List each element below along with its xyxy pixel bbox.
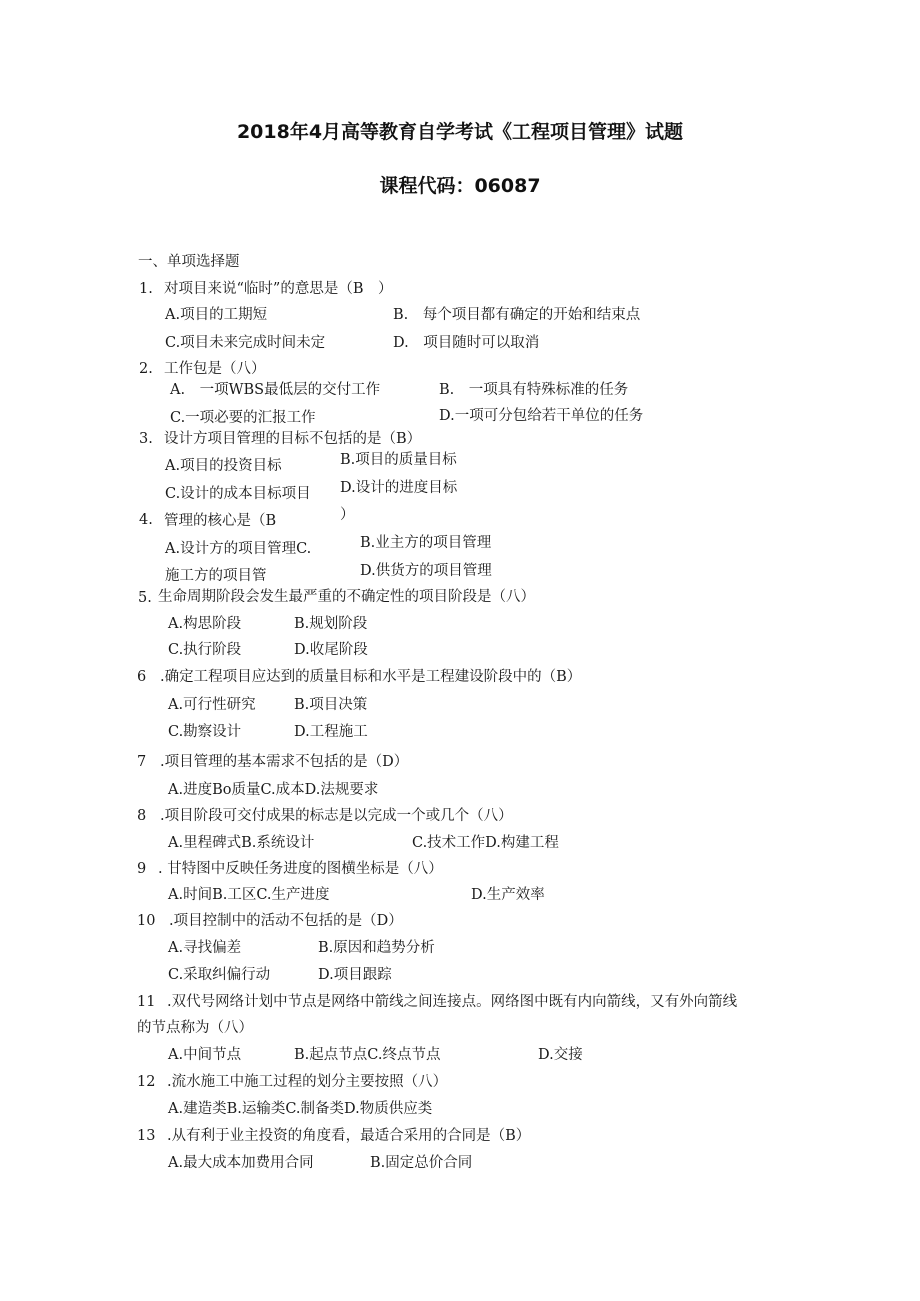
question-text: .项目阶段可交付成果的标志是以完成一个或几个（八） — [160, 808, 513, 824]
option: D.生产效率 — [471, 887, 545, 903]
section-heading: 一、单项选择题 — [138, 254, 240, 270]
option: A.可行性研究 — [168, 697, 256, 713]
option: D. 项目随时可以取消 — [393, 335, 540, 351]
question-text: .项目控制中的活动不包括的是（D） — [169, 913, 403, 929]
option: A.时间B.工区C.生产进度 — [168, 887, 330, 903]
option: D.工程施工 — [294, 724, 368, 740]
option: B.业主方的项目管理 — [360, 535, 492, 551]
option: D.收尾阶段 — [294, 642, 368, 658]
question-text: 设计方项目管理的目标不包括的是（B） — [164, 431, 422, 447]
question-text: .流水施工中施工过程的划分主要按照（八） — [167, 1074, 448, 1090]
option: D.一项可分包给若干单位的任务 — [439, 408, 644, 424]
question-number: 5. — [138, 590, 152, 606]
question-text: . 甘特图中反映任务进度的图横坐标是（八） — [158, 861, 443, 877]
option: 施工方的项目管 — [165, 568, 267, 584]
exam-title: 2018年4月高等教育自学考试《工程项目管理》试题 — [236, 121, 684, 143]
question-text: 对项目来说“临时”的意思是（B ） — [164, 281, 393, 297]
question-number: 11 — [137, 994, 156, 1010]
option: A.里程碑式B.系统设计 — [168, 835, 315, 851]
option: A.中间节点 — [168, 1047, 242, 1063]
question-number: 12 — [137, 1074, 156, 1090]
question-number: 4. — [139, 512, 153, 528]
option: B. 每个项目都有确定的开始和结束点 — [393, 307, 641, 323]
question-number: 2. — [139, 361, 153, 377]
option: C.技术工作D.构建工程 — [412, 835, 559, 851]
question-number: 10 — [137, 913, 156, 929]
option: C.执行阶段 — [168, 642, 242, 658]
question-text: 工作包是（八） — [164, 361, 266, 377]
question-text: 生命周期阶段会发生最严重的不确定性的项目阶段是（八） — [158, 589, 535, 605]
option: A.寻找偏差 — [168, 940, 242, 956]
option: D.交接 — [538, 1047, 583, 1063]
question-number: 7 — [137, 754, 147, 770]
question-text: 管理的核心是（B — [164, 513, 277, 529]
option: B.项目的质量目标 — [340, 452, 457, 468]
question-number: 8 — [137, 808, 147, 824]
option-line: A.进度Bo质量C.成本D.法规要求 — [168, 782, 379, 798]
question-number: 9 — [137, 861, 147, 877]
course-code: 课程代码：06087 — [379, 175, 541, 197]
option: C.勘察设计 — [168, 724, 242, 740]
question-number: 3. — [139, 431, 153, 447]
option: B. 一项具有特殊标准的任务 — [439, 382, 629, 398]
question-text: .确定工程项目应达到的质量目标和水平是工程建设阶段中的（B） — [160, 669, 582, 685]
option: A.项目的工期短 — [165, 307, 268, 323]
option: B.起点节点C.终点节点 — [294, 1047, 441, 1063]
option: D.设计的进度目标 — [340, 480, 458, 496]
question-number: 13 — [137, 1128, 156, 1144]
option: A.设计方的项目管理C. — [165, 541, 312, 557]
option: B.原因和趋势分析 — [318, 940, 435, 956]
option: B.规划阶段 — [294, 616, 368, 632]
question-text: .双代号网络计划中节点是网络中箭线之间连接点。网络图中既有内向箭线，又有外向箭线 — [167, 994, 738, 1010]
option-line: A.建造类B.运输类C.制备类D.物质供应类 — [168, 1101, 433, 1117]
option: C.一项必要的汇报工作 — [170, 410, 316, 426]
question-number: 6 — [137, 669, 147, 685]
question-text-continued: 的节点称为（八） — [137, 1020, 253, 1036]
option: D.项目跟踪 — [318, 967, 392, 983]
question-text: .从有利于业主投资的角度看，最适合采用的合同是（B） — [167, 1128, 531, 1144]
option: B.项目决策 — [294, 697, 368, 713]
option: A.项目的投资目标 — [165, 458, 282, 474]
option: A.最大成本加费用合同 — [168, 1155, 314, 1171]
option: C.项目未来完成时间未定 — [165, 335, 326, 351]
question-number: 1. — [139, 281, 153, 297]
option: C.设计的成本目标项目 — [165, 486, 311, 502]
option: D.供货方的项目管理 — [360, 563, 492, 579]
question-text: .项目管理的基本需求不包括的是（D） — [160, 754, 409, 770]
option: A. 一项WBS最低层的交付工作 — [170, 382, 381, 398]
option: A.构思阶段 — [168, 616, 242, 632]
option: C.采取纠偏行动 — [168, 967, 271, 983]
question-text-tail: ） — [340, 507, 355, 523]
option: B.固定总价合同 — [370, 1155, 473, 1171]
